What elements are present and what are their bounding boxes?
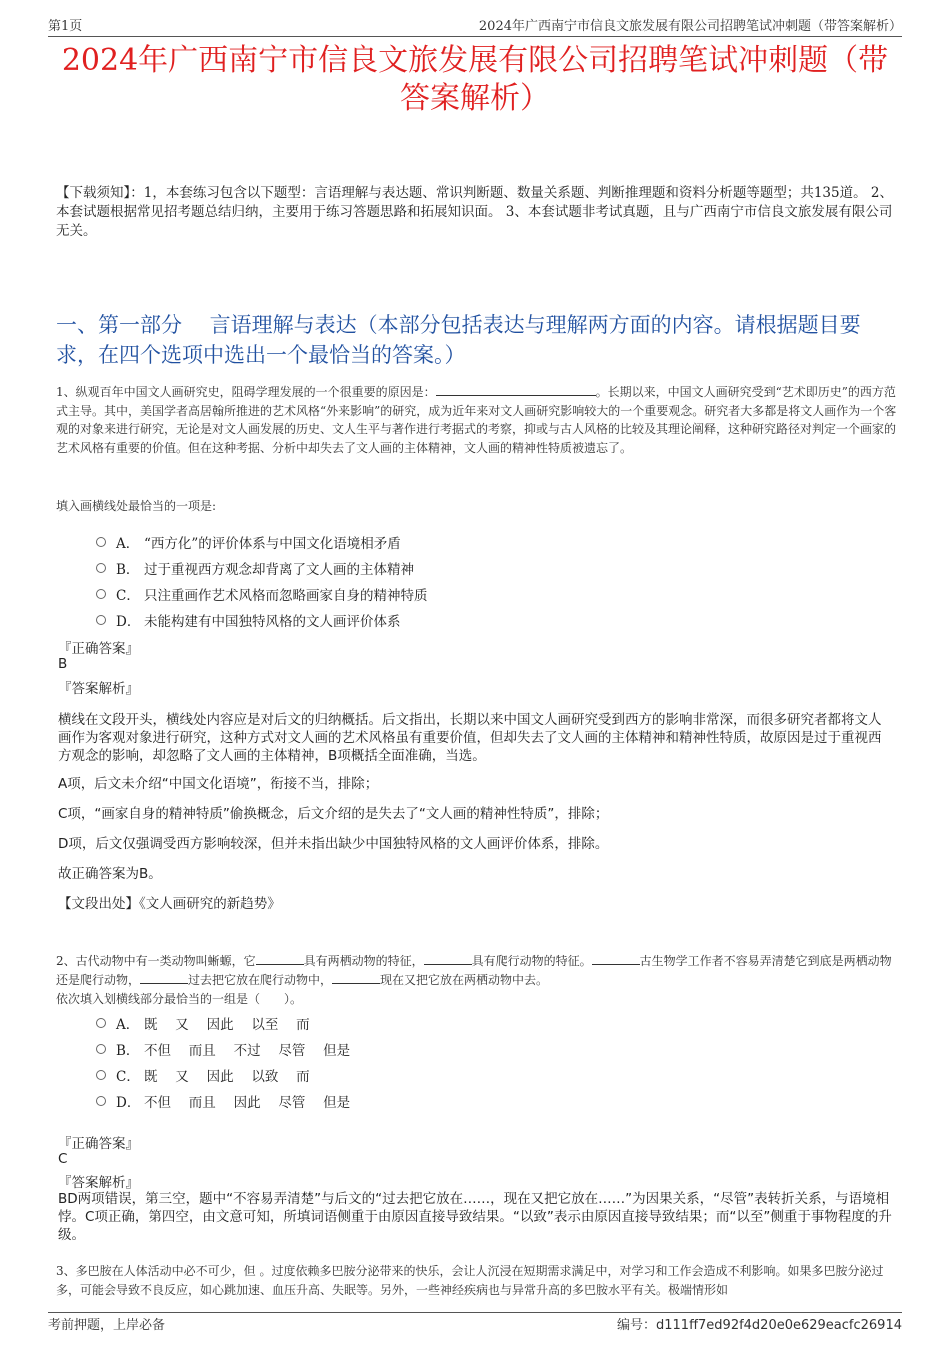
question-2-stem: 2、古代动物中有一类动物叫蜥螈，它 具有两栖动物的特征， 具有爬行动物的特征。 古生物学工作者不容易弄清楚它到底是两栖动物还是爬行动物， 过去把它放在爬行动物中， 现在又把它放在两栖动物中去。 [56,954,892,987]
q1-option-d[interactable]: D． 未能构建有中国独特风格的文人画评价体系 [96,607,428,633]
question-1-stem [56,383,898,457]
question-3-stem: 3、多巴胺在人体活动中必不可少，但 。过度依赖多巴胺分泌带来的快乐，会让人沉浸在短期需求满足中，对学习和工作会造成不利影响。如果多巴胺分泌过多，可能会导致不良反应，如心跳加速、血压升高、失眠等。另外，一些神经疾病也与异常升高的多巴胺水平有关。极端情形如 [56,1264,884,1297]
document-title [40,42,910,118]
running-title: 2024年广西南宁市信良文旅发展有限公司招聘笔试冲刺题（带答案解析） [478,19,902,34]
q2-option-d[interactable]: D． 不但 而且 因此 尽管 但是 [96,1088,350,1114]
answer-blank [140,971,188,984]
footer-slogan: 考前押题，上岸必备 [48,1318,166,1333]
q2-answer: C [58,1151,68,1167]
radio-icon[interactable] [96,563,106,573]
answer-blank [592,952,640,965]
title-line-1: 2024年广西南宁市信良文旅发展有限公司招聘笔试冲刺题（带 [61,43,889,78]
radio-icon[interactable] [96,589,106,599]
radio-icon[interactable] [96,1070,106,1080]
answer-blank [256,952,304,965]
answer-blank [436,383,596,396]
q1-option-c[interactable]: C． 只注重画作艺术风格而忽略画家自身的精神特质 [96,581,428,607]
q2-option-c[interactable]: C． 既 又 因此 以致 而 [96,1062,350,1088]
q1-prompt: 填入画横线处最恰当的一项是: [56,499,217,513]
analysis-paragraph: D项，后文仅强调受西方影响较深，但并未指出缺少中国独特风格的文人画评价体系，排除。 [58,836,609,852]
q1-source: 【文段出处】《文人画研究的新趋势》 [58,896,281,912]
q2-answer-label: 『正确答案』 [58,1136,139,1152]
q1-options [96,529,428,633]
q2-option-b[interactable]: B． 不但 而且 不过 尽管 但是 [96,1036,350,1062]
answer-blank [424,952,472,965]
q2-prompt: 依次填入划横线部分最恰当的一组是（ ）。 [56,992,303,1006]
q1-stem-before: 1、纵观百年中国文人画研究史，阻碍学理发展的一个很重要的原因是： [56,385,436,399]
q2-options [96,1010,350,1114]
q1-option-b[interactable]: B． 过于重视西方观念却背离了文人画的主体精神 [96,555,428,581]
title-line-2: 答案解析） [400,81,550,116]
page-number: 第1页 [48,19,83,34]
document-code: 编号：d111ff7ed92f4d20e0e629eacfc26914 [616,1318,902,1333]
radio-icon[interactable] [96,1096,106,1106]
radio-icon[interactable] [96,1044,106,1054]
q2-option-a[interactable]: A． 既 又 因此 以至 而 [96,1010,350,1036]
analysis-paragraph: 横线在文段开头，横线处内容应是对后文的归纳概括。后文指出，长期以来中国文人画研究受到西方的影响非常深，而很多研究者都将文人画作为客观对象进行研究，这种方式对文人画的艺术风格虽有重要价值，但却失去了文人画的主体精神和精神性特质，故原因是过于重视西方观念的影响，却忽略了文人画的主体精神，B项概括全面准确，当选。 [58,712,882,764]
answer-blank [332,971,380,984]
analysis-paragraph: 故正确答案为B。 [58,866,162,882]
q1-option-a[interactable]: A． “西方化”的评价体系与中国文化语境相矛盾 [96,529,428,555]
page-footer [48,1312,902,1333]
q1-stem-after: 。长期以来，中国文人画研究受到“艺术即历史”的西方范式主导。其中，美国学者高居翰所推进的艺术风格“外来影响”的研究，成为近年来对文人画研究影响较大的一个重要观念。研究者大多都是将文人画作为一个客观的对象来进行研究，无论是对文人画发展的历史、文人生平与著作进行考据式的考察，抑或与古人风格的比较及其理论阐释，这种研究路径对判定一个画家的艺术风格有重要的价值。但在这种考据、分析中却失去了文人画的主体精神，文人画的精神性特质被遗忘了。 [56,385,897,455]
analysis-paragraph: C项，“画家自身的精神特质”偷换概念，后文介绍的是失去了“文人画的精神性特质”，排除； [58,806,609,822]
download-notice: 【下载须知】：1，本套练习包含以下题型：言语理解与表达题、常识判断题、数量关系题、判断推理题和资料分析题等题型；共135道。 2、本套试题根据常见招考题总结归纳，主要用于练习答题思路和拓展知识面。 3、本套试题非考试真题，且与广西南宁市信良文旅发展有限公司无关。 [56,185,893,239]
radio-icon[interactable] [96,537,106,547]
q1-answer: B [58,656,68,672]
analysis-paragraph: A项，后文未介绍“中国文化语境”，衔接不当，排除； [58,776,379,792]
radio-icon[interactable] [96,615,106,625]
q2-analysis: BD两项错误，第三空，题中“不容易弄清楚”与后文的“过去把它放在……，现在又把它放在……”为因果关系，“尽管”表转折关系，与语境相悖。C项正确，第四空，由文意可知，所填词语侧重于由原因直接导致结果。“以致”表示由原因直接导致结果；而“以至”侧重于事物程度的升级。 [58,1191,892,1243]
q1-analysis-label: 『答案解析』 [58,681,139,697]
page-header [48,12,902,37]
radio-icon[interactable] [96,1018,106,1028]
q2-analysis-label: 『答案解析』 [58,1175,139,1191]
section-heading: 一、第一部分 言语理解与表达（本部分包括表达与理解两方面的内容。请根据题目要求，在四个选项中选出一个最恰当的答案。） [56,313,861,367]
q1-analysis [58,711,894,913]
q1-answer-label: 『正确答案』 [58,641,139,657]
